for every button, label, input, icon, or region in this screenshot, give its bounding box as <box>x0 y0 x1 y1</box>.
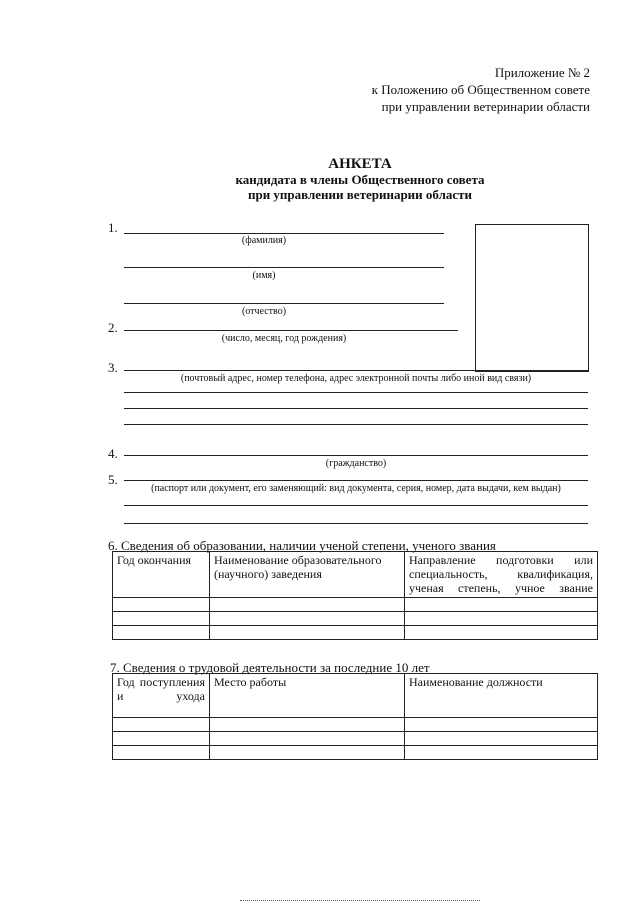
table-row <box>113 746 598 760</box>
work-heading: 7. Сведения о трудовой деятельности за последние 10 лет <box>110 660 430 675</box>
work-col-position: Наименование должности <box>405 674 598 718</box>
table-cell[interactable] <box>113 598 210 612</box>
first-name-line[interactable] <box>124 267 444 268</box>
annex-line-3: при управлении ветеринарии области <box>381 99 590 114</box>
birth-date-line[interactable] <box>124 330 458 331</box>
table-cell[interactable] <box>210 612 405 626</box>
surname-caption: (фамилия) <box>241 235 287 246</box>
work-col-years: Год поступления и ухода <box>113 674 210 718</box>
work-col-workplace: Место работы <box>210 674 405 718</box>
address-caption: (почтовый адрес, номер телефона, адрес электронной почты либо иной вид связи) <box>180 373 532 384</box>
passport-caption: (паспорт или документ, его заменяющий: вид документа, серия, номер, дата выдачи, кем выдан) <box>151 483 561 494</box>
table-cell[interactable] <box>405 612 598 626</box>
education-col-institution: Наименование образовательного (научного) заведения <box>210 552 405 598</box>
table-row <box>113 732 598 746</box>
item-number-2: 2. <box>108 320 118 335</box>
table-cell[interactable] <box>405 718 598 732</box>
annex-line-2: к Положению об Общественном совете <box>371 82 590 97</box>
patronymic-caption: (отчество) <box>241 306 287 317</box>
education-header-row <box>113 552 598 598</box>
item-number-4: 4. <box>108 446 118 461</box>
address-extra-line-3[interactable] <box>124 424 588 425</box>
table-row <box>113 598 598 612</box>
document-title: АНКЕТА <box>328 156 392 172</box>
address-extra-line-1[interactable] <box>124 392 588 393</box>
table-cell[interactable] <box>405 732 598 746</box>
education-col-specialty: Направление подготовки или специальность, квалификация, ученая степень, учное звание <box>405 552 598 598</box>
work-header-row <box>113 674 598 718</box>
table-row <box>113 626 598 640</box>
passport-extra-line-2[interactable] <box>124 523 588 524</box>
item-number-3: 3. <box>108 360 118 375</box>
education-heading: 6. Сведения об образовании, наличии ученой степени, ученого звания <box>108 538 496 553</box>
table-cell[interactable] <box>210 598 405 612</box>
annex-block <box>372 64 590 115</box>
table-cell[interactable] <box>113 746 210 760</box>
item-number-5: 5. <box>108 472 118 487</box>
birth-date-caption: (число, месяц, год рождения) <box>221 333 347 344</box>
table-cell[interactable] <box>113 732 210 746</box>
table-cell[interactable] <box>210 718 405 732</box>
table-cell[interactable] <box>113 718 210 732</box>
passport-extra-line-1[interactable] <box>124 505 588 506</box>
table-cell[interactable] <box>405 746 598 760</box>
table-cell[interactable] <box>113 626 210 640</box>
annex-line-1: Приложение № 2 <box>494 65 590 80</box>
education-table <box>112 551 598 640</box>
surname-line[interactable] <box>124 233 444 234</box>
table-row <box>113 718 598 732</box>
table-cell[interactable] <box>405 626 598 640</box>
table-cell[interactable] <box>210 746 405 760</box>
patronymic-line[interactable] <box>124 303 444 304</box>
document-subtitle-1: кандидата в члены Общественного совета <box>235 172 485 187</box>
address-line[interactable] <box>124 370 588 371</box>
citizenship-line[interactable] <box>124 455 588 456</box>
work-table <box>112 673 598 760</box>
table-cell[interactable] <box>405 598 598 612</box>
scan-artifact <box>240 900 480 901</box>
education-col-year: Год окончания <box>113 552 210 598</box>
document-subtitle-2: при управлении ветеринарии области <box>247 187 473 202</box>
item-number-1: 1. <box>108 220 118 235</box>
address-extra-line-2[interactable] <box>124 408 588 409</box>
table-cell[interactable] <box>113 612 210 626</box>
table-cell[interactable] <box>210 626 405 640</box>
table-row <box>113 612 598 626</box>
first-name-caption: (имя) <box>252 270 276 281</box>
passport-line[interactable] <box>124 480 588 481</box>
photo-box <box>475 224 589 372</box>
table-cell[interactable] <box>210 732 405 746</box>
citizenship-caption: (гражданство) <box>325 458 387 469</box>
